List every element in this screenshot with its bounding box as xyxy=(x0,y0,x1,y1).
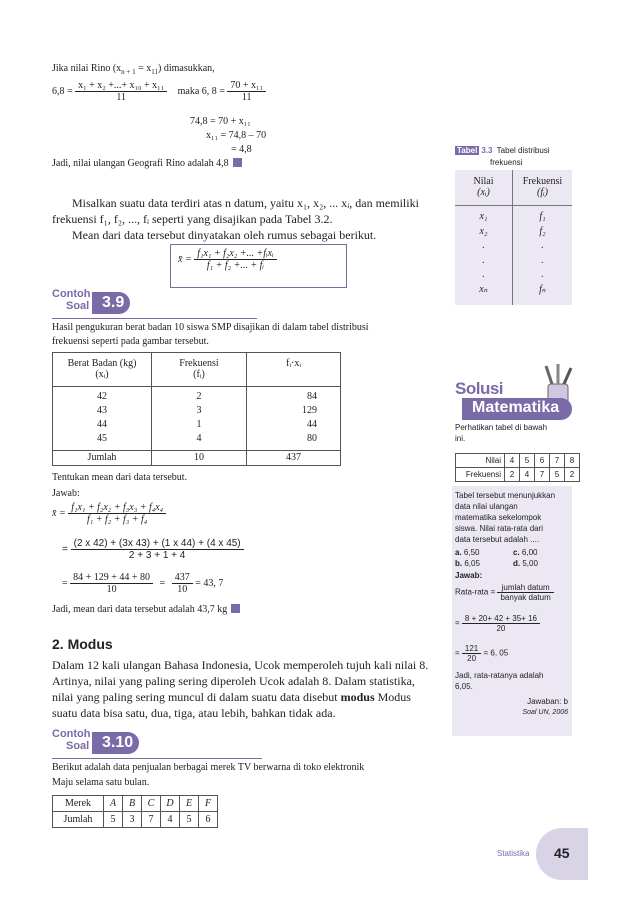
table33-col-f: f₁ f₂ . . . fₙ xyxy=(539,211,546,295)
para-line-3: Mean dari data tersebut dinyatakan oleh rumus sebagai berikut. xyxy=(72,228,377,242)
para-line-1: Misalkan suatu data terdiri atas n datum, yaitu x₁, x₂, ... xᵢ, dan memiliki xyxy=(72,196,419,210)
tv-sales-table xyxy=(52,795,218,828)
table33 xyxy=(455,170,572,305)
rino-equation: 6,8 = $\frac{\text{x₁ + x₂ +...+ x₁₀ + x₁₁}}{11}$ maka 6, 8 = $\frac{\text{70 + x₁₁}}{11}$ xyxy=(52,80,266,103)
end-square-icon xyxy=(233,158,242,167)
solusi-intro-1: Perhatikan tabel di bawah xyxy=(455,423,548,432)
contoh-soal-3-9-badge: Contoh Soal 3.9 xyxy=(52,290,132,314)
solusi-row-nilai: Nilai 4 5 6 7 8 xyxy=(456,454,580,468)
table33-head-nilai: Nilai (xᵢ) xyxy=(473,176,494,198)
page-number: 45 xyxy=(554,845,570,861)
solusi-source: Soal UN, 2006 xyxy=(522,709,568,716)
contoh310-text-1: Berikut adalah data penjualan berbagai merek TV berwarna di toko elektronik xyxy=(52,762,365,773)
table33-col-x: x₁ x₂ . . . xₙ xyxy=(479,211,488,295)
rino-step-1: 74,8 = 70 + x₁₁ xyxy=(190,116,251,127)
solusi-row-frekuensi: Frekuensi 2 4 7 5 2 xyxy=(456,468,580,482)
weight-head-frekuensi: Frekuensi (fᵢ) xyxy=(179,358,219,380)
solusi-question: Tabel tersebut menunjukkan data nilai ulangan matematika sekelompok siswa. Nilai rata-rata dari data tersebut adalah .... xyxy=(455,491,556,544)
tv-table-row: Jumlah 5 3 7 4 5 6 xyxy=(53,812,218,828)
solusi-rata-rata: Rata-rata = $\frac{\text{jumlah datum}}{\text{banyak datum}}$ xyxy=(455,583,554,602)
weight-total-label: Jumlah xyxy=(87,452,117,463)
rino-conclusion: Jadi, nilai ulangan Geografi Rino adalah 4,8 xyxy=(52,158,242,169)
contoh39-text-1: Hasil pengukuran berat badan 10 siswa SMP disajikan di dalam tabel distribusi xyxy=(52,322,369,333)
contoh39-conclusion: Jadi, mean dari data tersebut adalah 43,7 kg xyxy=(52,604,240,615)
solusi-step-1: = $\frac{8 + 20+ 42 + 35+ 16}{20}$ xyxy=(455,614,540,633)
solusi-step-2: = $\frac{121}{20}$ = 6, 05 xyxy=(455,644,509,663)
solusi-intro-2: ini. xyxy=(455,434,466,443)
rino-step-2: x₁₁ = 74,8 – 70 xyxy=(206,130,267,141)
modus-line-4: suatu data bisa satu, dua, tiga, atau lebih, bahkan tidak ada. xyxy=(52,706,336,720)
mean-formula-1: x̄ = $\frac{\text{f₁x₁ + f₂x₂ + f₃x₃ + f₄x₄}}{\text{f₁ + f₂ + f₃ + f₄}}$ xyxy=(52,502,166,525)
tv-table-head: Merek A B C D E F xyxy=(53,796,218,812)
solusi-conclusion: Jadi, rata-ratanya adalah 6,05. xyxy=(455,671,544,691)
contoh39-question: Tentukan mean dari data tersebut. xyxy=(52,472,188,483)
footer-chapter: Statistika xyxy=(497,849,530,858)
weight-col-fx: 84 129 44 80 xyxy=(302,391,317,444)
solusi-title-2: Matematika xyxy=(472,399,560,416)
mean-formula-2: = $\frac{(2 x 42) + (3x 43) + (1 x 44) + (4 x 45)}{2 + 3 + 1 + 4}$ xyxy=(62,538,244,561)
modus-line-2: Artinya, nilai yang paling sering diperoleh Ucok adalah 8. Dalam statistika, xyxy=(52,674,415,688)
solusi-title: Solusi xyxy=(455,379,504,398)
table33-caption: Tabel 3.3 Tabel distribusi xyxy=(457,146,550,155)
weight-head-berat: Berat Badan (kg) (xᵢ) xyxy=(67,358,137,380)
weight-col-f: 2 3 1 4 xyxy=(196,391,202,444)
mean-formula: x̄ = $\frac{\text{f₁x₁ + f₂x₂ +... +fᵢxᵢ}}{\text{f₁ + f₂ +... + fᵢ}}$ xyxy=(178,248,277,271)
table33-caption-2: frekuensi xyxy=(490,158,523,167)
end-square-icon xyxy=(231,604,240,613)
weight-head-fx: fᵢ·xᵢ xyxy=(286,358,301,369)
solusi-options: a. 6,50 c. 6,00 b. 6,05 d. 5,00 xyxy=(455,548,538,568)
weight-total-f: 10 xyxy=(194,452,204,463)
contoh-soal-3-10-badge: Contoh Soal 3.10 xyxy=(52,730,142,754)
table33-head-frekuensi: Frekuensi (fᵢ) xyxy=(522,176,563,198)
contoh39-text-2: frekuensi seperti pada gambar tersebut. xyxy=(52,336,209,347)
modus-line-3: nilai yang paling sering muncul di dalam suatu data disebut modus Modus xyxy=(52,690,411,704)
contoh39-jawab: Jawab: xyxy=(52,488,80,499)
weight-table xyxy=(52,352,341,466)
solusi-table xyxy=(455,453,580,482)
weight-total-fx: 437 xyxy=(286,452,301,463)
contoh310-text-2: Maju selama satu bulan. xyxy=(52,777,150,788)
rino-step-3: = 4,8 xyxy=(231,144,252,155)
solusi-jawab: Jawab: xyxy=(455,571,483,580)
para-line-2: frekuensi f₁, f₂, ..., fᵢ seperti yang disajikan pada Tabel 3.2. xyxy=(52,212,333,226)
modus-line-1: Dalam 12 kali ulangan Bahasa Indonesia, Ucok memperoleh tujuh kali nilai 8. xyxy=(52,658,429,672)
rino-intro: Jika nilai Rino $(x_{n + 1} = x_{11})$ dimasukkan, xyxy=(52,63,215,76)
weight-col-x: 42 43 44 45 xyxy=(97,391,107,444)
solusi-answer: Jawaban: b xyxy=(527,697,568,706)
mean-formula-3: = $\frac{84 + 129 + 44 + 80}{10}$ = $\frac{437}{10}$ = 43, 7 xyxy=(62,572,224,595)
modus-heading: 2. Modus xyxy=(52,636,113,652)
